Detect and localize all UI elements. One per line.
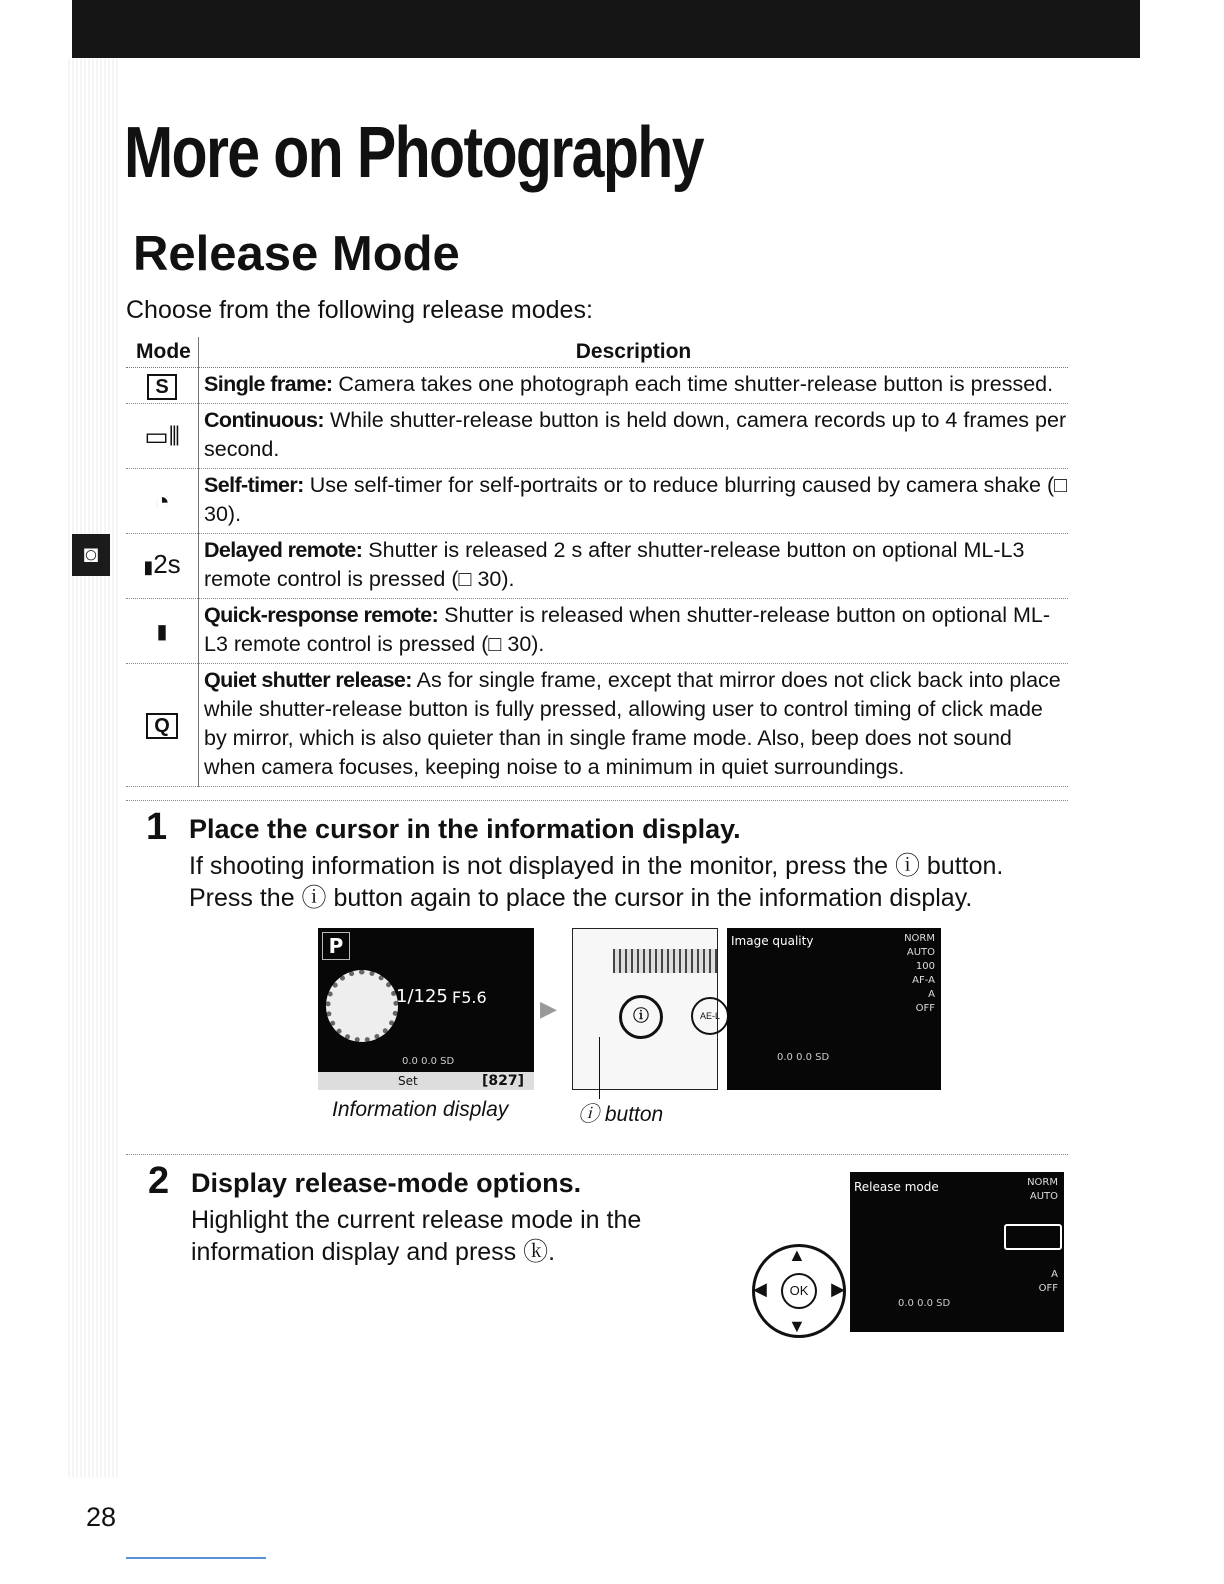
table-row bbox=[126, 534, 1068, 599]
arrow-down-icon: ▼ bbox=[788, 1316, 806, 1336]
screen-title: Release mode bbox=[854, 1180, 939, 1194]
set-label: Set bbox=[398, 1074, 418, 1088]
exposure-values: 0.0 0.0 SD bbox=[777, 1052, 830, 1063]
mode-name: Delayed remote: bbox=[204, 538, 363, 562]
arrow-up-icon: ▲ bbox=[788, 1245, 806, 1265]
figure-caption: ⓘ button bbox=[578, 1103, 664, 1126]
settings-column: NORM AUTO 100 AF-A A OFF bbox=[904, 933, 935, 1014]
chapter-tab bbox=[72, 534, 110, 576]
step-heading: Place the cursor in the information display. bbox=[189, 814, 741, 844]
table-row bbox=[126, 368, 1068, 404]
table-row bbox=[126, 664, 1068, 787]
quick-response-remote-icon: ▮ bbox=[126, 599, 199, 664]
table-row bbox=[126, 404, 1068, 469]
mode-description: Shutter is released when shutter-release button on optional ML-L3 remote control is pressed (□ 30). bbox=[204, 603, 1051, 656]
release-mode-screen bbox=[850, 1172, 1064, 1332]
multi-selector-icon bbox=[752, 1244, 846, 1338]
info-button-icon: ⓘ bbox=[619, 995, 663, 1039]
ae-af-lock-button-icon: AE-L bbox=[691, 997, 729, 1035]
step-text: information display and press ⓚ. bbox=[191, 1238, 556, 1266]
callout-line bbox=[599, 1037, 600, 1099]
margin-texture bbox=[68, 58, 120, 1478]
mode-description: Use self-timer for self-portraits or to reduce blurring caused by camera shake (□ 30). bbox=[204, 473, 1068, 526]
arrow-left-icon: ◀ bbox=[753, 1279, 767, 1299]
dial-illustration bbox=[613, 949, 717, 973]
exposure-values: 0.0 0.0 SD bbox=[402, 1056, 455, 1067]
shots-remaining: [827] bbox=[482, 1073, 525, 1089]
mode-description: As for single frame, except that mirror does not click back into place while shutter-release button is fully pressed, allowing user to control timing of click made by mirror, which is also quieter than in single frame mode. Also, beep does not sound when camera focuses, keeping noise to a minimum in quiet surroundings. bbox=[204, 668, 1061, 779]
section-title: Release Mode bbox=[133, 227, 460, 281]
arrow-right-icon: ▶ bbox=[831, 1279, 845, 1299]
information-display-screen bbox=[318, 928, 534, 1090]
shooting-mode-indicator: P bbox=[322, 932, 350, 960]
continuous-icon: ▭⫴ bbox=[126, 404, 199, 469]
step-text: If shooting information is not displayed in the monitor, press the ⓘ button. bbox=[189, 852, 1004, 880]
divider bbox=[126, 800, 1068, 801]
arrow-right-icon: ▶ bbox=[540, 996, 557, 1021]
figure-caption: Information display bbox=[332, 1098, 509, 1121]
quiet-shutter-icon: Q bbox=[126, 664, 199, 787]
settings-column: NORM AUTO bbox=[1027, 1177, 1058, 1202]
step-heading: Display release-mode options. bbox=[191, 1168, 582, 1198]
mode-name: Quiet shutter release: bbox=[204, 668, 412, 692]
release-mode-table bbox=[126, 337, 1068, 787]
mode-name: Continuous: bbox=[204, 408, 324, 432]
self-timer-icon: ◔ bbox=[126, 469, 199, 534]
table-row bbox=[126, 599, 1068, 664]
mode-name: Quick-response remote: bbox=[204, 603, 439, 627]
bottom-rule bbox=[126, 1557, 266, 1559]
mode-description: Camera takes one photograph each time shutter-release button is pressed. bbox=[338, 372, 1054, 396]
column-header-mode: Mode bbox=[126, 337, 199, 368]
delayed-remote-icon: ▮2s bbox=[126, 534, 199, 599]
chapter-title: More on Photography bbox=[124, 113, 703, 193]
step-text: Highlight the current release mode in the bbox=[191, 1206, 642, 1234]
info-bottom-bar bbox=[318, 1072, 534, 1090]
column-header-description: Description bbox=[199, 337, 1069, 368]
mode-description: While shutter-release button is held down, camera records up to 4 frames per second. bbox=[204, 408, 1067, 461]
step-text: Press the ⓘ button again to place the cursor in the information display. bbox=[189, 884, 973, 912]
aperture-value: F5.6 bbox=[452, 988, 487, 1007]
step-number: 2 bbox=[148, 1160, 170, 1202]
mode-name: Single frame: bbox=[204, 372, 333, 396]
page-number: 28 bbox=[86, 1502, 117, 1532]
single-frame-icon: S bbox=[126, 368, 199, 404]
mode-description: Shutter is released 2 s after shutter-release button on optional ML-L3 remote control is pressed (□ 30). bbox=[204, 538, 1025, 591]
divider bbox=[126, 1154, 1068, 1155]
image-quality-screen bbox=[727, 928, 941, 1090]
top-bar bbox=[72, 0, 1140, 58]
release-mode-highlight bbox=[1004, 1224, 1062, 1250]
mode-name: Self-timer: bbox=[204, 473, 304, 497]
shutter-speed: 1/125 bbox=[396, 986, 448, 1007]
settings-column: A OFF bbox=[1038, 1269, 1058, 1294]
camera-icon: ◙ bbox=[83, 541, 99, 568]
step-number: 1 bbox=[146, 806, 168, 848]
table-row bbox=[126, 469, 1068, 534]
ok-button-icon: OK bbox=[781, 1273, 817, 1309]
aperture-display bbox=[326, 970, 398, 1042]
camera-back-illustration bbox=[572, 928, 718, 1090]
exposure-values: 0.0 0.0 SD bbox=[898, 1298, 951, 1309]
intro-text: Choose from the following release modes: bbox=[126, 296, 593, 324]
screen-title: Image quality bbox=[731, 934, 814, 948]
